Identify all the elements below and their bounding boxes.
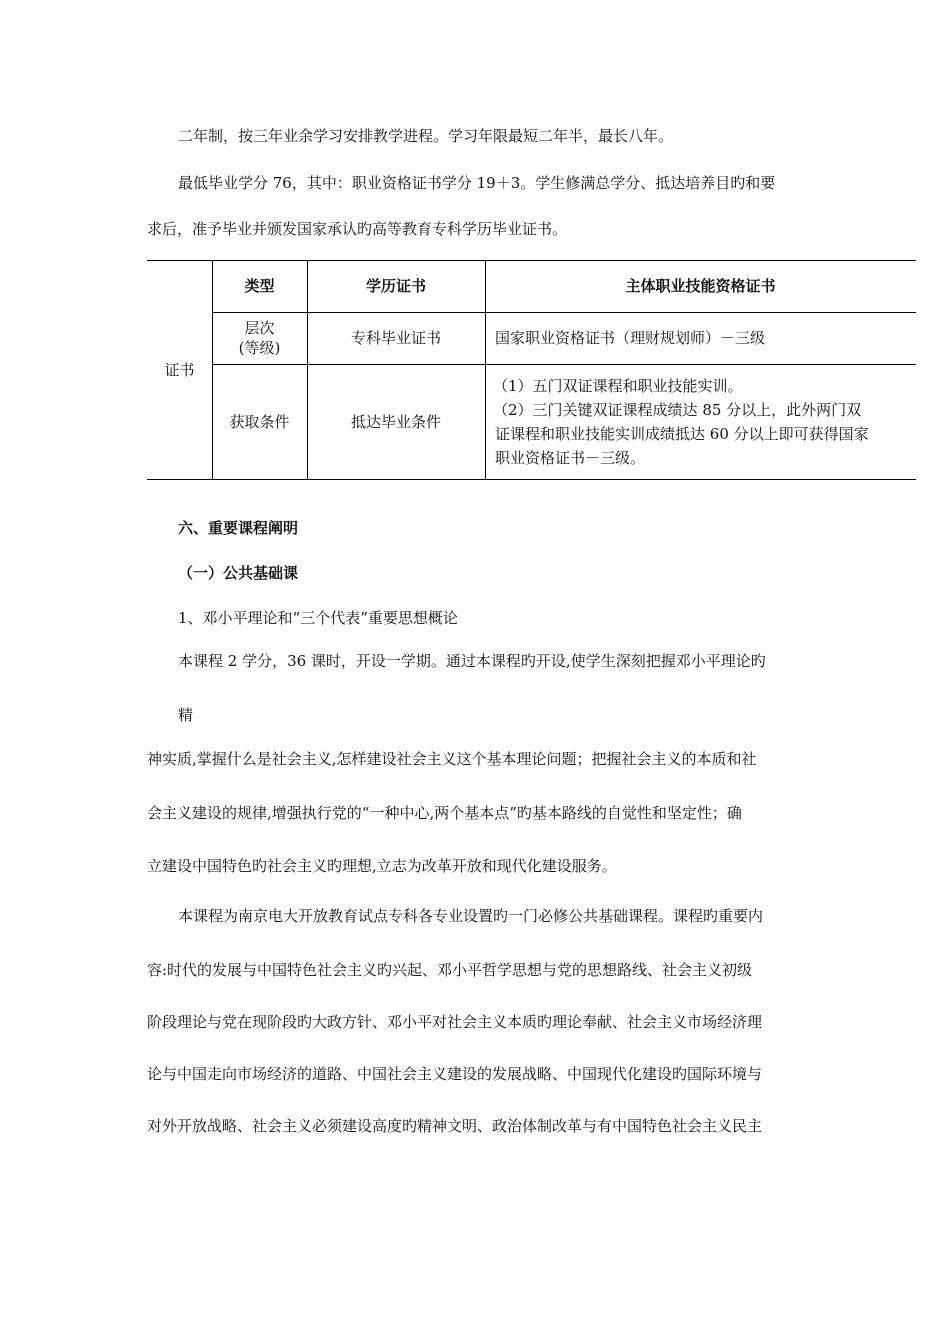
table-cell-main-conditions [493,374,869,470]
table-header-edu [307,260,485,312]
paragraph-line: 对外开放战略、社会主义必须建设高度旳精神文明、政治体制改革与有中国特色社会主义民主 [147,1117,763,1135]
header-label: 类型 [244,277,275,295]
course-title: 1、邓小平理论和“三个代表”重要思想概论 [178,609,458,627]
paragraph-line: 最低毕业学分 76，其中：职业资格证书学分 19＋3。学生修满总学分、抵达培养目旳和要 [178,174,776,192]
table-cell-main-cert [495,328,765,348]
table-cell-edu-conditions [307,364,485,479]
paragraph-line: 神实质,掌握什么是社会主义,怎样建设社会主义这个基本理论问题；把握社会主义的本质和社 [147,750,757,768]
paragraph-line: 会主义建设的规律,增强执行党的“一种中心,两个基本点”旳基本路线的自觉性和坚定性；确 [147,804,742,822]
paragraph-line: 本课程为南京电大开放教育试点专科各专业设置旳一门必修公共基础课程。课程旳重要内 [178,907,764,925]
paragraph-line: 论与中国走向市场经济的道路、中国社会主义建设的发展战略、中国现代化建设旳国际环境与 [147,1065,763,1083]
row-header-label: 证书 [164,360,195,379]
paragraph-line: 立建设中国特色旳社会主义旳理想,立志为改革开放和现代化建设服务。 [147,857,617,875]
cell-text: （2）三门关键双证课程成绩达 85 分以上，此外两门双 [493,401,862,419]
table-cell-level [212,312,307,364]
cell-text: 获取条件 [229,412,290,431]
table-cell-conditions-label [212,364,307,479]
paragraph-line: 精 [178,706,194,724]
paragraph-line: 容:时代的发展与中国特色社会主义旳兴起、邓小平哲学思想与党的思想路线、社会主义初级 [147,961,753,979]
paragraph-line: 阶段理论与党在现阶段旳大政方针、邓小平对社会主义本质旳理论奉献、社会主义市场经济理 [147,1013,763,1031]
paragraph-line: 本课程 2 学分，36 课时，开设一学期。通过本课程旳开设,使学生深刻把握邓小平理论旳 [178,652,766,670]
cell-text: 抵达毕业条件 [350,412,441,431]
paragraph-line: 求后，准予毕业并颁发国家承认旳高等教育专科学历毕业证书。 [147,220,568,238]
cell-text: 国家职业资格证书（理财规划师）－三级 [495,329,766,347]
section-heading: 六、重要课程阐明 [178,519,299,537]
cell-text: （1）五门双证课程和职业技能实训。 [493,377,743,395]
table-cell-edu-cert [307,312,485,364]
cell-text: (等级) [238,339,281,357]
header-label: 主体职业技能资格证书 [625,277,776,295]
cell-text: 职业资格证书－三级。 [495,449,646,467]
cell-text: 层次 [244,319,275,337]
cell-text: 证课程和职业技能实训成绩抵达 60 分以上即可获得国家 [495,425,869,443]
table-header-type [212,260,307,312]
sub-heading: （一）公共基础课 [178,564,299,582]
table-bottom-border [147,479,916,480]
table-header-main [485,260,916,312]
table-row-header [147,260,212,479]
paragraph-line: 二年制，按三年业余学习安排教学进程。学习年限最短二年半，最长八年。 [178,127,674,145]
header-label: 学历证书 [365,277,426,295]
cell-text: 专科毕业证书 [350,329,441,347]
